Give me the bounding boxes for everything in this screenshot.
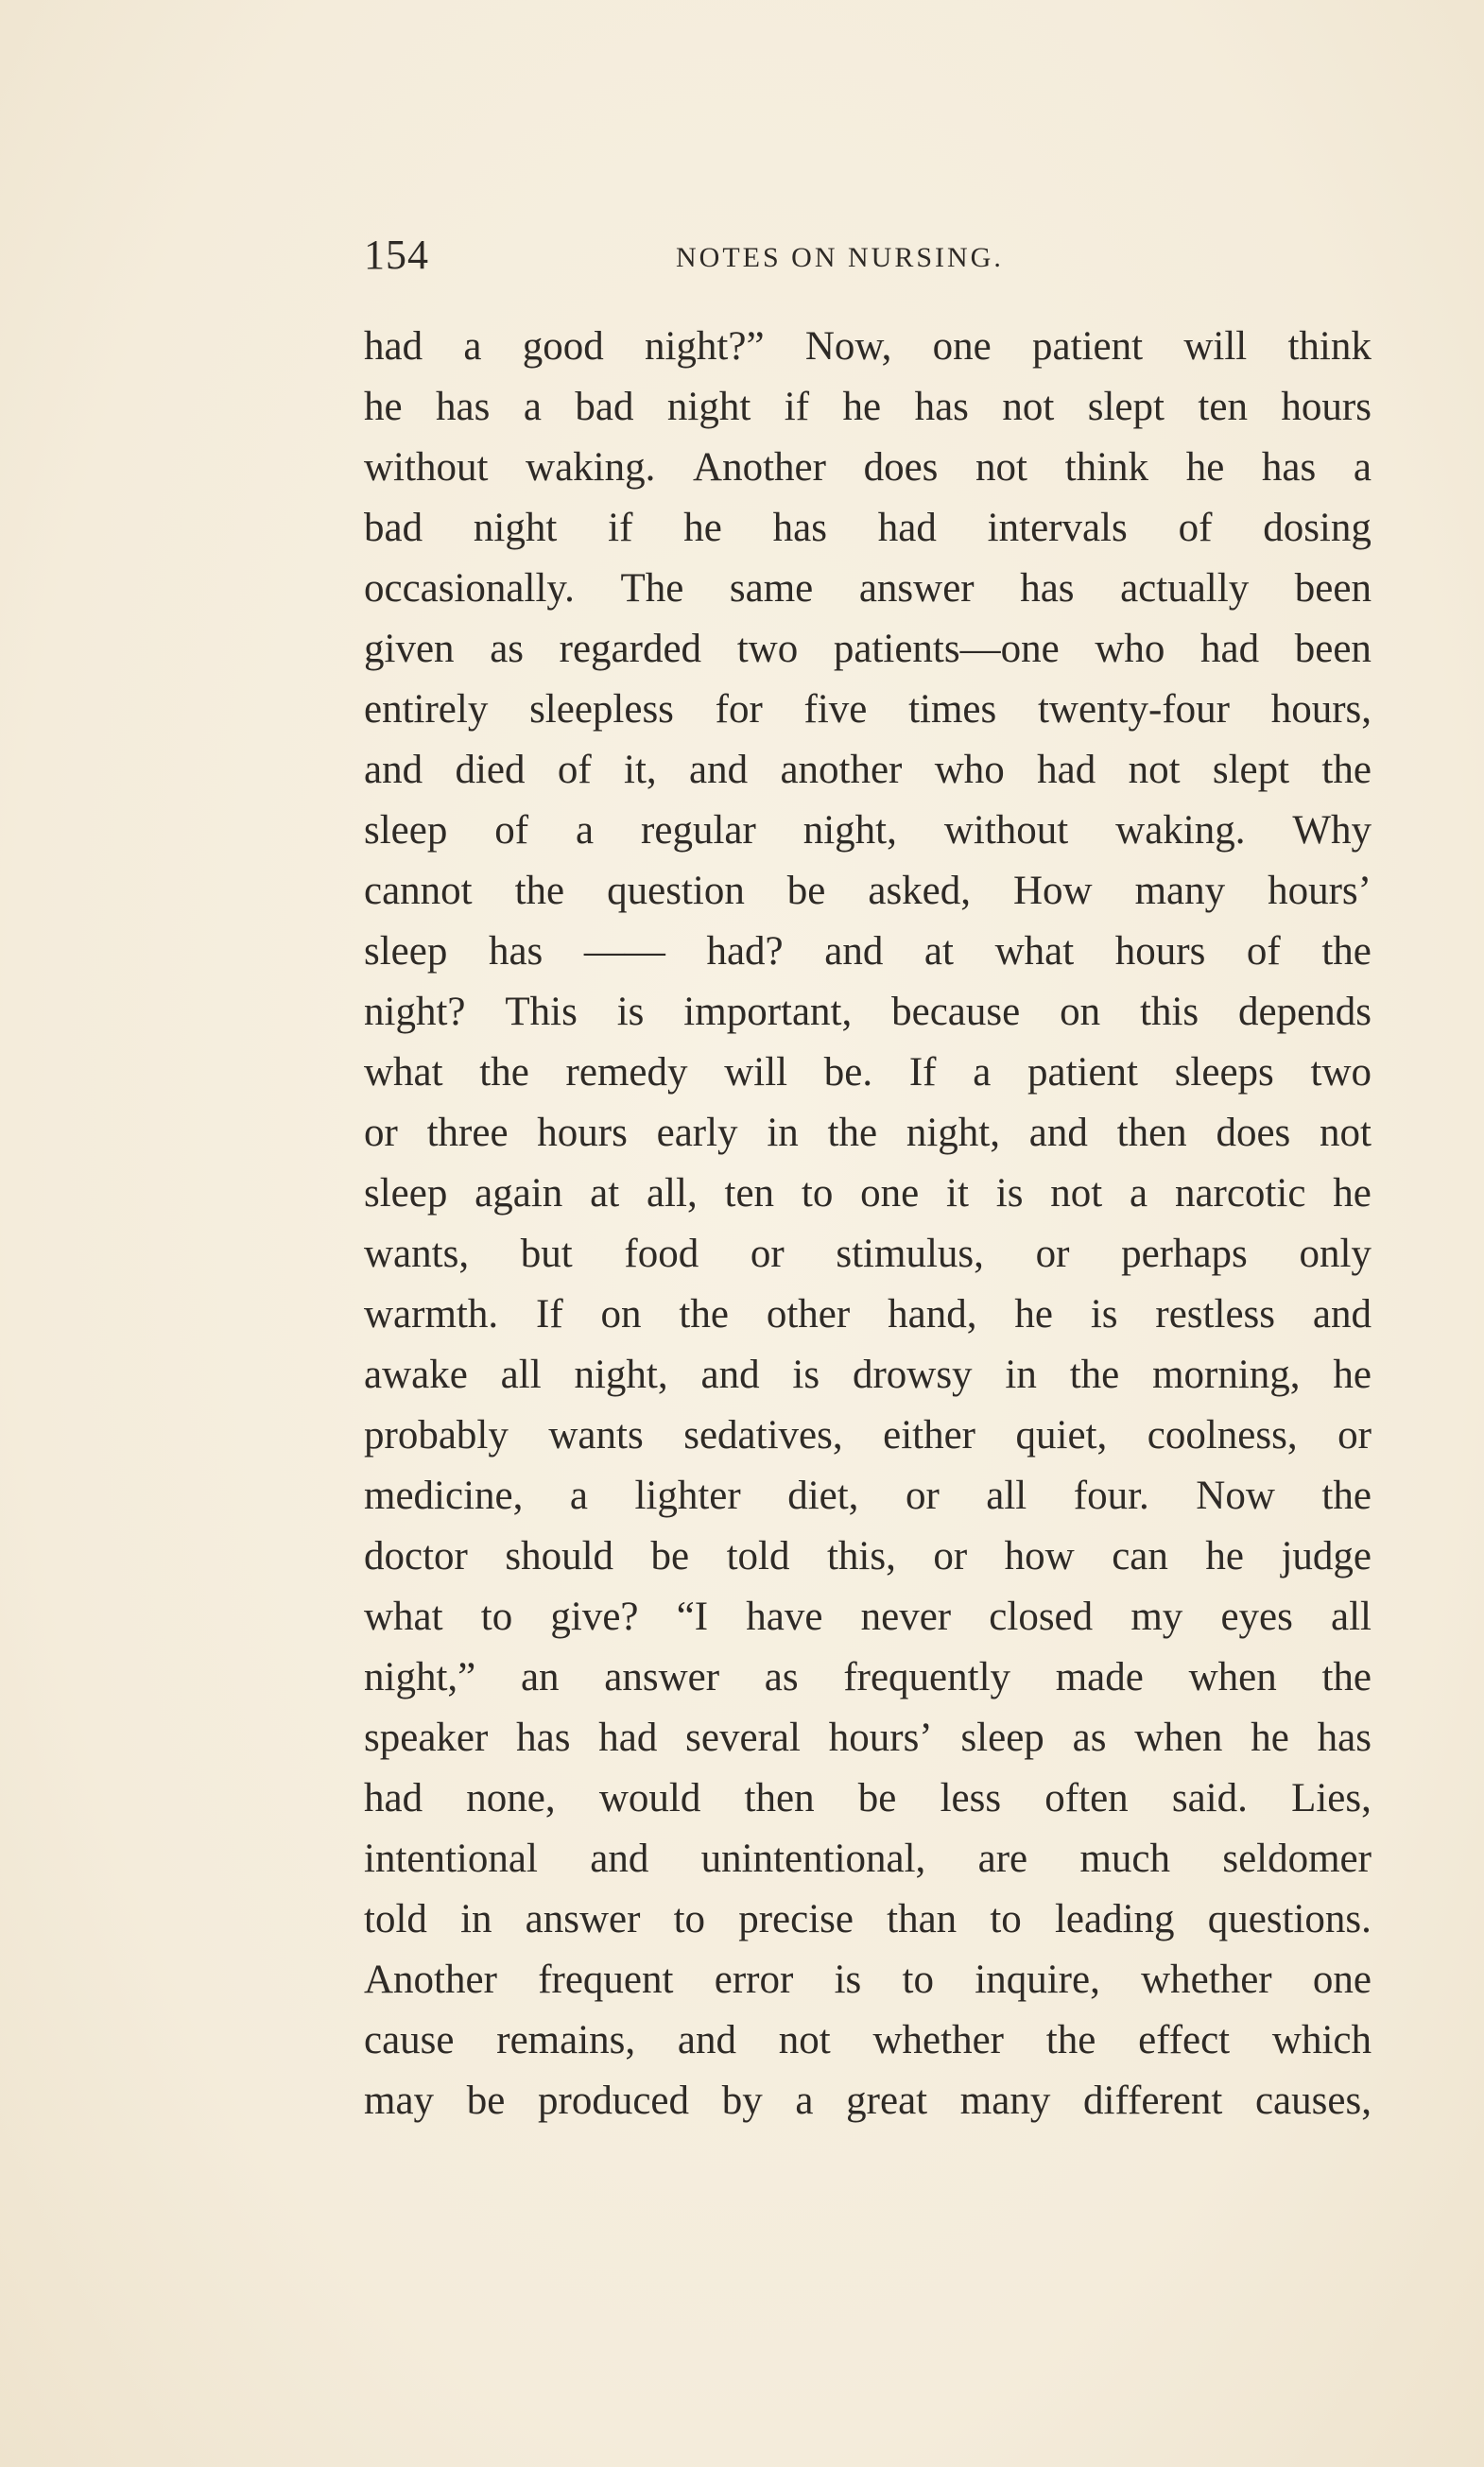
text-line: entirely sleepless for five times twenty-four hours, xyxy=(364,687,1372,732)
text-line: awake all night, and is drowsy in the morning, he xyxy=(364,1353,1372,1397)
text-line: he has a bad night if he has not slept ten hours xyxy=(364,385,1372,429)
text-line: night,” an answer as frequently made when the xyxy=(364,1655,1372,1699)
text-line: may be produced by a great many different causes, xyxy=(364,2079,1372,2123)
text-line: given as regarded two patients—one who had been xyxy=(364,627,1372,671)
text-line: sleep has —— had? and at what hours of the xyxy=(364,929,1372,974)
running-head xyxy=(364,231,1372,287)
text-line: told in answer to precise than to leading questions. xyxy=(364,1897,1372,1941)
text-line: wants, but food or stimulus, or perhaps only xyxy=(364,1232,1372,1276)
text-line: probably wants sedatives, either quiet, coolness, or xyxy=(364,1413,1372,1458)
text-line: cause remains, and not whether the effect which xyxy=(364,2018,1372,2062)
text-line: bad night if he has had intervals of dosing xyxy=(364,506,1372,550)
text-line: warmth. If on the other hand, he is restless and xyxy=(364,1292,1372,1337)
text-line: or three hours early in the night, and then does not xyxy=(364,1111,1372,1155)
text-line: cannot the question be asked, How many hours’ xyxy=(364,869,1372,913)
text-line: intentional and unintentional, are much seldomer xyxy=(364,1837,1372,1881)
text-line: had a good night?” Now, one patient will think xyxy=(364,324,1372,369)
text-line: night? This is important, because on this depends xyxy=(364,990,1372,1034)
text-line: what to give? “I have never closed my eyes all xyxy=(364,1595,1372,1639)
text-line: and died of it, and another who had not slept the xyxy=(364,748,1372,792)
text-line: Another frequent error is to inquire, whether one xyxy=(364,1958,1372,2002)
text-line: sleep again at all, ten to one it is not a narcotic he xyxy=(364,1171,1372,1216)
text-line: speaker has had several hours’ sleep as when he has xyxy=(364,1716,1372,1760)
text-line: without waking. Another does not think he has a xyxy=(364,445,1372,490)
text-line: doctor should be told this, or how can he judge xyxy=(364,1534,1372,1579)
page-number: 154 xyxy=(364,232,429,278)
text-line: occasionally. The same answer has actually been xyxy=(364,566,1372,611)
text-line: what the remedy will be. If a patient sleeps two xyxy=(364,1050,1372,1095)
text-line: had none, would then be less often said. Lies, xyxy=(364,1776,1372,1820)
body-text xyxy=(364,317,1372,2131)
text-line: sleep of a regular night, without waking. Why xyxy=(364,808,1372,853)
running-title: NOTES ON NURSING. xyxy=(676,242,1004,273)
text-line: medicine, a lighter diet, or all four. Now the xyxy=(364,1474,1372,1518)
